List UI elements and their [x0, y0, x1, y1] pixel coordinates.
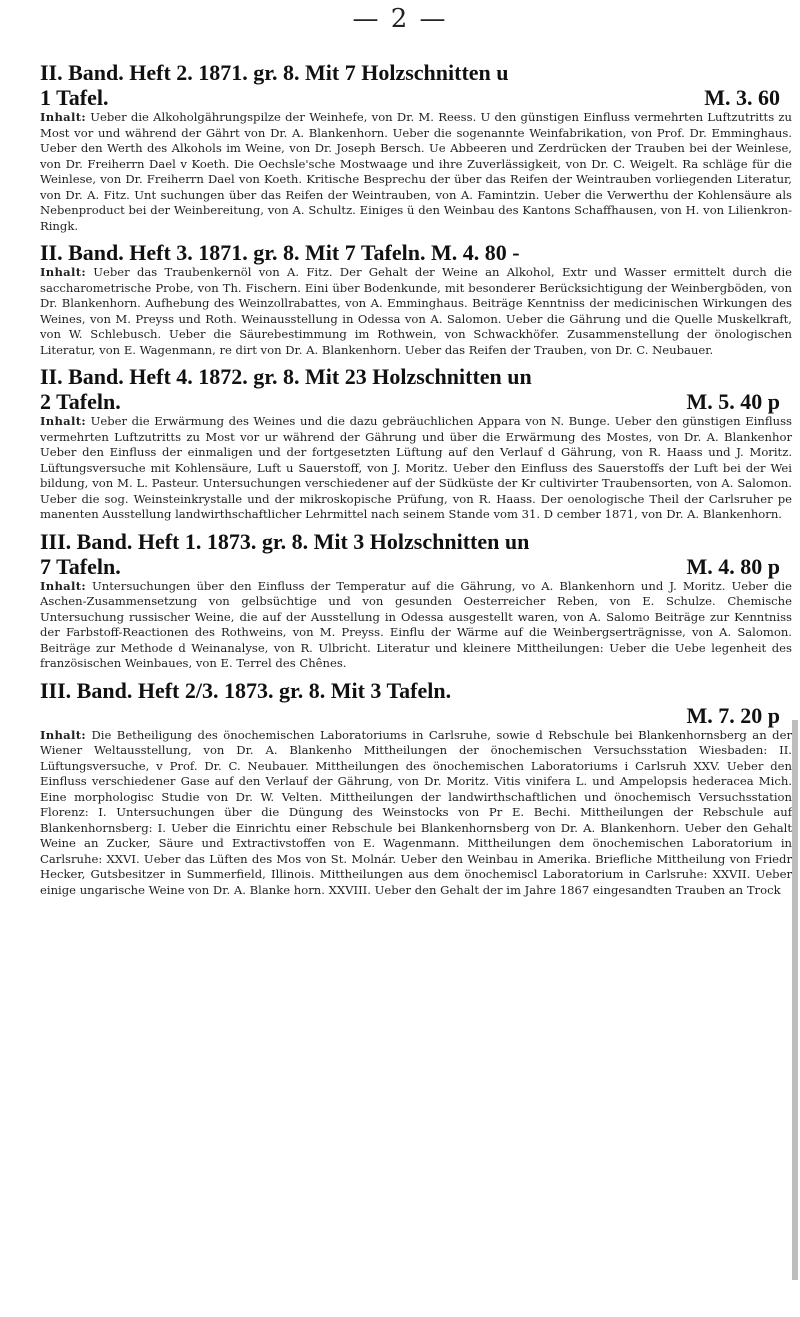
- entry-subline: [40, 703, 792, 728]
- contents-label: Inhalt:: [40, 727, 86, 742]
- contents-label: Inhalt:: [40, 265, 86, 279]
- entry-contents: [40, 579, 792, 672]
- entry-subtitle: 1 Tafel.: [40, 85, 109, 110]
- catalog-listing: [40, 60, 792, 904]
- contents-text: Die Betheiligung des önochemischen Laboratoriums in Carlsruhe, sowie d Rebschule bei Blankenhornsberg an der Wiener Weltausstellung, von Dr. A. Blankenho Mittheilungen der önochemischen Versuchsstation Wiesbaden: II. Lüftungsversuche, v Prof. Dr. C. Neubauer. Mittheilungen des önochemischen Laboratoriums i Carlsruh XXV. Ueber den Einfluss verschiedener Gase auf den Verlauf der Gährung, von Dr. Moritz. Vitis vinifera L. und Ampelopsis hederacea Mich. Eine morphologisc Studie von Dr. W. Velten. Mittheilungen der landwirthschaftlichen und önochemisch Versuchsstation Florenz: I. Untersuchungen über die Düngung des Weinstocks von Pr E. Bechi. Mittheilungen der Rebschule auf Blankenhornsberg: I. Ueber die Einrichtu einer Rebschule bei Blankenhornsberg von Dr. A. Blankenhorn. Ueber den Gehalt Weine an Zucker, Säure und Extractivstoffen von E. Wagenmann. Mittheilungen dem önochemischen Laboratorium in Carlsruhe: XXVI. Ueber das Lüften des Mos von St. Molnár. Ueber den Weinbau in Amerika. Briefliche Mittheilung von Friedr Hecker, Gutsbesitzer in Summerfield, Illinois. Mittheilungen aus dem önochemiscl Laboratorium in Carlsruhe: XXVII. Ueber einige ungarische Weine von Dr. A. Blanke horn. XXVIII. Ueber den Gehalt der im Jahre 1867 eingesandten Trauben an Trock: [40, 727, 792, 897]
- binding-edge-shadow: [792, 720, 798, 1280]
- entry-contents: [40, 110, 792, 234]
- entry-heading: III. Band. Heft 2/3. 1873. gr. 8. Mit 3 Tafeln.: [40, 677, 452, 703]
- entry-contents: [40, 414, 792, 523]
- entry-subline: [40, 85, 792, 110]
- contents-text: Ueber die Alkoholgährungspilze der Weinhefe, von Dr. M. Reess. U den günstigen Einfluss vermehrten Luftzutritts zu Most vor und während der Gährt von Dr. A. Blankenhorn. Ueber die sogenannte Weinfabrikation, von Prof. Dr. Emminghaus. Ueber den Werth des Alkohols im Weine, von Dr. Joseph Bersch. Ue Abbeeren und Zerdrücken der Trauben bei der Weinlese, von Dr. Freiherrn Dael v Koeth. Die Oechsle'sche Mostwaage und ihre Zuverlässigkeit, von Dr. C. Weigelt. Ra schläge für die Weinlese, von Dr. Freiherrn Dael von Koeth. Kritische Besprechu der über das Reifen der Weintrauben vorliegenden Literatur, von Dr. A. Fitz. Unt suchungen über das Reifen der Weintrauben, von A. Famintzin. Ueber die Verwerthu der Kohlensäure als Nebenproduct bei der Weinbereitung, von A. Schultz. Einiges ü den Weinbau des Kantons Schaffhausen, von H. von Lilienkron-Ringk.: [40, 110, 793, 233]
- contents-text: Ueber die Erwärmung des Weines und die dazu gebräuchlichen Appara von N. Bunge. Ueber den günstigen Einfluss vermehrten Luftzutritts zu Most vor ur während der Gährung und über die Erwärmung des Mostes, von Dr. A. Blankenhor Ueber den Einfluss der einmaligen und der fortgesetzten Lüftung auf den Verlauf d Gährung, von R. Haass und J. Moritz. Lüftungsversuche mit Kohlensäure, Luft u Sauerstoff, von J. Moritz. Ueber den Einfluss des Sauerstoffs der Luft bei der Wei bildung, von M. L. Pasteur. Untersuchungen verschiedener auf der Südküste der Kr cultivirter Traubensorten, von A. Salomon. Ueber die sog. Weinsteinkrystalle und der mikroskopische Prüfung, von R. Haass. Der oenologische Theil der Carlsruher pe manenten Ausstellung landwirthschaftlicher Lehrmittel nach seinem Stande vom 31. D cember 1871, von Dr. A. Blankenhorn.: [40, 414, 792, 521]
- contents-text: Untersuchungen über den Einfluss der Temperatur auf die Gährung, vo A. Blankenhorn und J. Moritz. Ueber die Aschen-Zusammensetzung von gelbsüchtige und von gesunden Oesterreicher Reben, von E. Schulze. Chemische Untersuchung russischer Weine, die auf der Ausstellung in Odessa ausgestellt waren, von A. Salomo Beiträge zur Kenntniss der Farbstoff-Reactionen des Rothweins, von M. Preyss. Einflu der Wärme auf die Weinbergserträgnisse, von A. Salomon. Beiträge zur Methode d Weinanalyse, von R. Ulbricht. Literatur und kleinere Mittheilungen: Ueber die Uebe legenheit des französischen Weinbaues, von E. Terrel des Chênes.: [40, 578, 792, 670]
- contents-label: Inhalt:: [40, 414, 86, 428]
- catalog-entry: [40, 529, 792, 672]
- entry-heading: II. Band. Heft 3. 1871. gr. 8. Mit 7 Tafeln. M. 4. 80 -: [40, 240, 520, 265]
- entry-subline: [40, 554, 792, 579]
- entry-subtitle: 7 Tafeln.: [40, 553, 121, 579]
- entry-price: M. 7. 20 p: [686, 702, 780, 728]
- contents-label: Inhalt:: [40, 110, 86, 124]
- entry-price: M. 3. 60: [704, 85, 780, 110]
- catalog-entry: [40, 240, 792, 358]
- entry-contents: [40, 265, 792, 358]
- entry-subtitle: 2 Tafeln.: [40, 389, 121, 414]
- page-number: — 2 —: [352, 4, 448, 34]
- entry-heading: II. Band. Heft 4. 1872. gr. 8. Mit 23 Holzschnitten un: [40, 364, 532, 389]
- entry-heading: III. Band. Heft 1. 1873. gr. 8. Mit 3 Holzschnitten un: [40, 528, 530, 554]
- contents-label: Inhalt:: [40, 578, 86, 593]
- entry-price: M. 4. 80 p: [686, 553, 780, 579]
- entry-price: M. 5. 40 p: [686, 389, 780, 414]
- catalog-entry: [40, 678, 792, 899]
- catalog-entry: [40, 60, 792, 234]
- entry-contents: [40, 728, 792, 899]
- entry-heading: II. Band. Heft 2. 1871. gr. 8. Mit 7 Holzschnitten u: [40, 60, 509, 85]
- catalog-entry: [40, 364, 792, 523]
- entry-subline: [40, 389, 792, 414]
- contents-text: Ueber das Traubenkernöl von A. Fitz. Der Gehalt der Weine an Alkohol, Extr und Wasser ermittelt durch die saccharometrische Probe, von Th. Fischern. Eini über Bodenkunde, mit besonderer Berücksichtigung der Weinbergböden, von Dr. Blankenhorn. Aufhebung des Weinzollrabattes, von A. Emminghaus. Beiträge Kenntniss der medicinischen Wirkungen des Weines, von M. Preyss und Roth. Weinausstellung in Odessa von A. Salomon. Ueber die Gährung und die Quelle Muskelkraft, von W. Schlebusch. Ueber die Säurebestimmung im Rothwein, von Schwackhöfer. Zusammenstellung der önologischen Literatur, von E. Wagenmann, re dirt von Dr. A. Blankenhorn. Ueber das Reifen der Trauben, von Dr. C. Neubauer.: [40, 265, 793, 357]
